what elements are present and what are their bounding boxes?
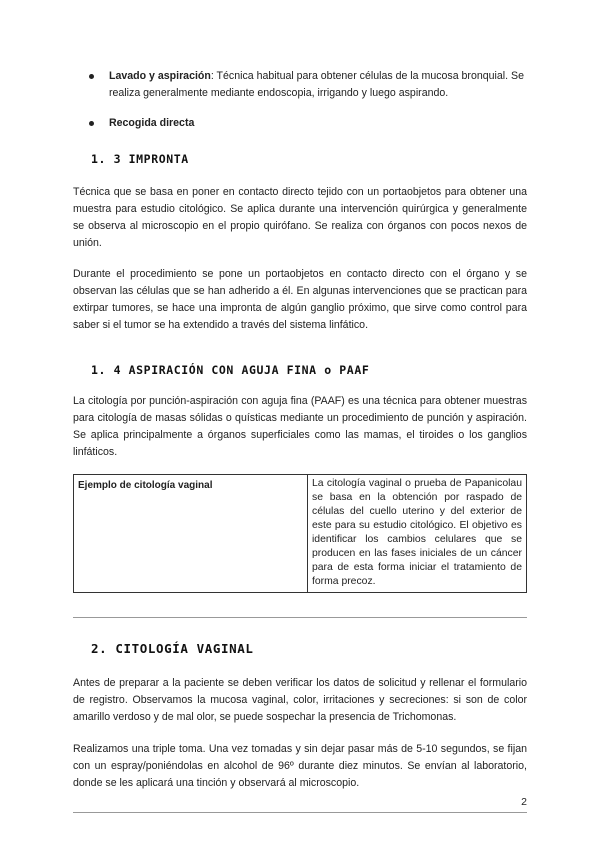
horizontal-divider bbox=[73, 812, 527, 813]
bullet-dot-icon bbox=[89, 74, 94, 79]
section-heading-paaf: 1. 4 ASPIRACIÓN CON AGUJA FINA o PAAF bbox=[91, 363, 370, 377]
page-content bbox=[73, 68, 527, 813]
horizontal-divider bbox=[73, 617, 527, 618]
bullet-dot-icon bbox=[89, 121, 94, 126]
bullet-term: Lavado y aspiración bbox=[109, 70, 211, 82]
example-box-text: La citología vaginal o prueba de Papanicolau se basa en la obtención por raspado de células del cuello uterino y del exterior de este para su estudio citológico. El objetivo es identificar los cambios celulares que se producen en las fases iniciales de un cáncer para de esta forma iniciar el tratamiento de forma precoz. bbox=[312, 478, 522, 587]
section-heading-impronta: 1. 3 IMPRONTA bbox=[91, 152, 189, 166]
bullet-list bbox=[73, 68, 527, 132]
bullet-text: : Técnica habitual para obtener células de la mucosa bronquial. Se realiza generalmente mediante endoscopia, irrigando y luego aspirando. bbox=[109, 70, 524, 99]
page-number: 2 bbox=[521, 796, 527, 808]
bullet-term: Recogida directa bbox=[109, 117, 195, 129]
paragraph: Realizamos una triple toma. Una vez tomadas y sin dejar pasar más de 5-10 segundos, se fijan con un espray/poniéndolas en alcohol de 96º durante diez minutos. Se envían al laboratorio, donde se les aplicará una tinción y observará al microscopio. bbox=[73, 743, 527, 789]
bullet-item bbox=[73, 68, 527, 102]
section-heading-citologia-vaginal: 2. CITOLOGÍA VAGINAL bbox=[91, 641, 254, 656]
paragraph: Técnica que se basa en poner en contacto directo tejido con un portaobjetos para obtener una muestra para estudio citológico. Se aplica durante una intervención quirúrgica y generalmente se observa al microscopio en el propio quirófano. Se realiza con órganos con pocos nexos de unión. bbox=[73, 186, 527, 249]
example-box bbox=[73, 474, 527, 593]
paragraph: Antes de preparar a la paciente se deben verificar los datos de solicitud y rellenar el formulario de registro. Observamos la mucosa vaginal, color, irritaciones y secreciones: si son de color amarillo verdoso y de mal olor, se puede sospechar la presencia de Trichomonas. bbox=[73, 677, 527, 723]
example-box-label: Ejemplo de citología vaginal bbox=[74, 475, 308, 592]
bullet-item bbox=[73, 115, 527, 132]
paragraph: La citología por punción-aspiración con aguja fina (PAAF) es una técnica para obtener muestras para citología de masas sólidas o quísticas mediante un procedimiento de punción y aspiración. Se aplica principalmente a órganos superficiales como las mamas, el tiroides o los ganglios linfáticos. bbox=[73, 395, 527, 458]
paragraph: Durante el procedimiento se pone un portaobjetos en contacto directo con el órgano y se observan las células que se han adherido a él. En algunas intervenciones que se practican para extirpar tumores, se hace una impronta de algún ganglio próximo, que sirve como control para saber si el tumor se ha extendido a través del sistema linfático. bbox=[73, 268, 527, 331]
